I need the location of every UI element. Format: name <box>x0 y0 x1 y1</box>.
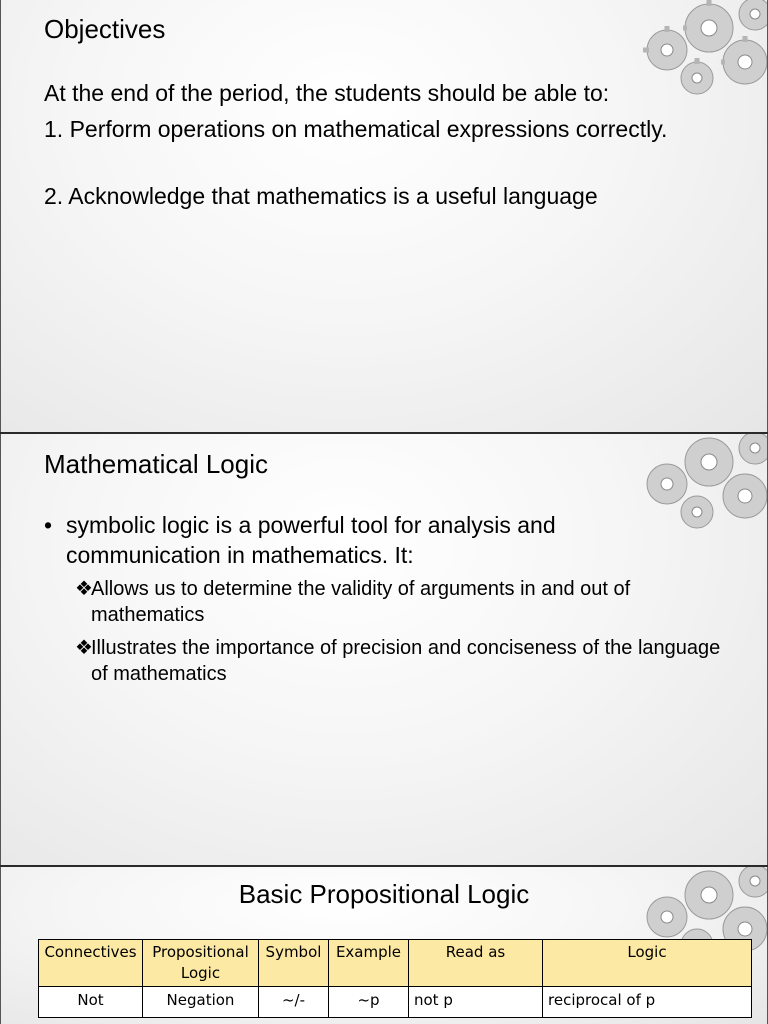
table-row <box>39 987 752 1018</box>
slide-objectives <box>0 0 768 432</box>
slide-title: Basic Propositional Logic <box>238 879 530 909</box>
objective-item-2: 2. Acknowledge that mathematics is a useful language <box>44 183 598 209</box>
column-header: Example <box>329 940 409 987</box>
slide-title: Mathematical Logic <box>44 449 268 479</box>
column-header: Logic <box>543 940 752 987</box>
objective-item-1: 1. Perform operations on mathematical expressions correctly. <box>44 116 668 142</box>
diamond-bullet-icon: ❖ <box>75 578 93 600</box>
bullet-text: symbolic logic is a powerful tool for analysis and communication in mathematics. It: <box>66 512 556 568</box>
objectives-intro: At the end of the period, the students should be able to: <box>44 80 610 106</box>
sub-bullet-text: Allows us to determine the validity of arguments in and out of mathematics <box>91 578 631 626</box>
table-cell: not p <box>409 987 543 1018</box>
propositional-logic-table <box>38 939 752 1018</box>
table-cell: ~/- <box>259 987 329 1018</box>
table-cell: Not <box>39 987 143 1018</box>
bullet-item <box>44 510 664 570</box>
table-header-row <box>39 940 752 987</box>
sub-bullet-item <box>75 576 735 628</box>
sub-bullet-item <box>75 635 735 687</box>
table-cell: Negation <box>143 987 259 1018</box>
sub-bullet-text: Illustrates the importance of precision and conciseness of the language of mathematics <box>91 637 721 685</box>
slide-title: Objectives <box>44 14 166 44</box>
column-header: Connectives <box>39 940 143 987</box>
table-cell: reciprocal of p <box>543 987 752 1018</box>
bullet-marker: • <box>44 512 53 538</box>
column-header: Propositional Logic <box>143 940 259 987</box>
table-cell: ~p <box>329 987 409 1018</box>
column-header: Read as <box>409 940 543 987</box>
diamond-bullet-icon: ❖ <box>75 637 93 659</box>
column-header: Symbol <box>259 940 329 987</box>
